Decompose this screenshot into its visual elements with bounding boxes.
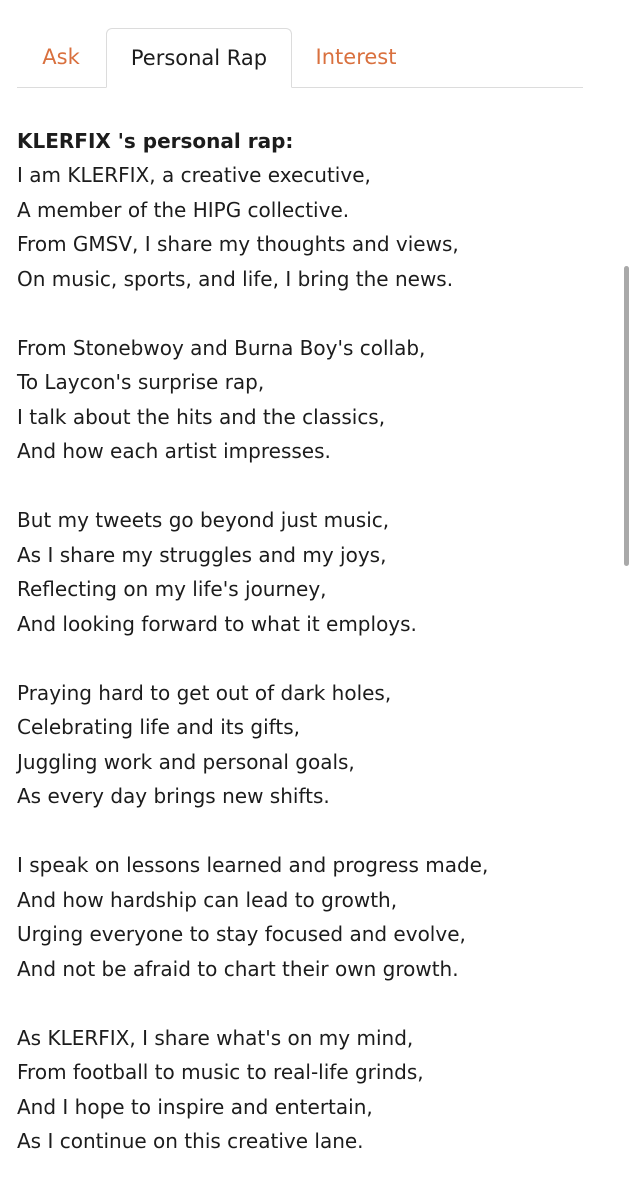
rap-line: And I hope to inspire and entertain, xyxy=(17,1094,373,1119)
rap-line: Celebrating life and its gifts, xyxy=(17,715,300,739)
tab-ask[interactable]: Ask xyxy=(42,45,80,69)
rap-line: Urging everyone to stay focused and evolve, xyxy=(17,922,466,946)
rap-line: I am KLERFIX, a creative executive, xyxy=(17,163,371,187)
rap-line: And not be afraid to chart their own growth. xyxy=(17,956,459,981)
scrollbar[interactable] xyxy=(624,266,629,566)
rap-line: As I share my struggles and my joys, xyxy=(17,542,387,567)
rap-line: A member of the HIPG collective. xyxy=(17,197,350,222)
stanza xyxy=(17,158,607,296)
rap-line: From football to music to real-life grinds, xyxy=(17,1060,424,1084)
stanza xyxy=(17,503,607,641)
rap-line: As KLERFIX, I share what's on my mind, xyxy=(17,1025,414,1050)
rap-line: But my tweets go beyond just music, xyxy=(17,508,390,532)
stanza xyxy=(17,848,607,986)
rap-line: From GMSV, I share my thoughts and views, xyxy=(17,232,459,256)
tab-personal-rap[interactable]: Personal Rap xyxy=(106,28,292,88)
rap-line: From Stonebwoy and Burna Boy's collab, xyxy=(17,335,426,360)
rap-line: And looking forward to what it employs. xyxy=(17,611,417,636)
rap-line: On music, sports, and life, I bring the news. xyxy=(17,266,454,291)
stanza xyxy=(17,331,607,469)
rap-content xyxy=(17,124,607,1159)
tab-bar xyxy=(17,28,583,88)
rap-line: I speak on lessons learned and progress made, xyxy=(17,853,489,877)
stanza xyxy=(17,1021,607,1159)
rap-line: I talk about the hits and the classics, xyxy=(17,404,386,429)
rap-line: Praying hard to get out of dark holes, xyxy=(17,680,392,705)
rap-heading: KLERFIX 's personal rap: xyxy=(17,129,294,153)
stanza xyxy=(17,676,607,814)
rap-line: As I continue on this creative lane. xyxy=(17,1129,364,1153)
rap-line: And how hardship can lead to growth, xyxy=(17,887,398,912)
rap-line: As every day brings new shifts. xyxy=(17,784,330,808)
rap-line: To Laycon's surprise rap, xyxy=(17,370,265,394)
tab-interest[interactable]: Interest xyxy=(315,45,397,69)
rap-line: Juggling work and personal goals, xyxy=(17,749,355,774)
rap-line: Reflecting on my life's journey, xyxy=(17,577,327,601)
rap-line: And how each artist impresses. xyxy=(17,439,331,463)
